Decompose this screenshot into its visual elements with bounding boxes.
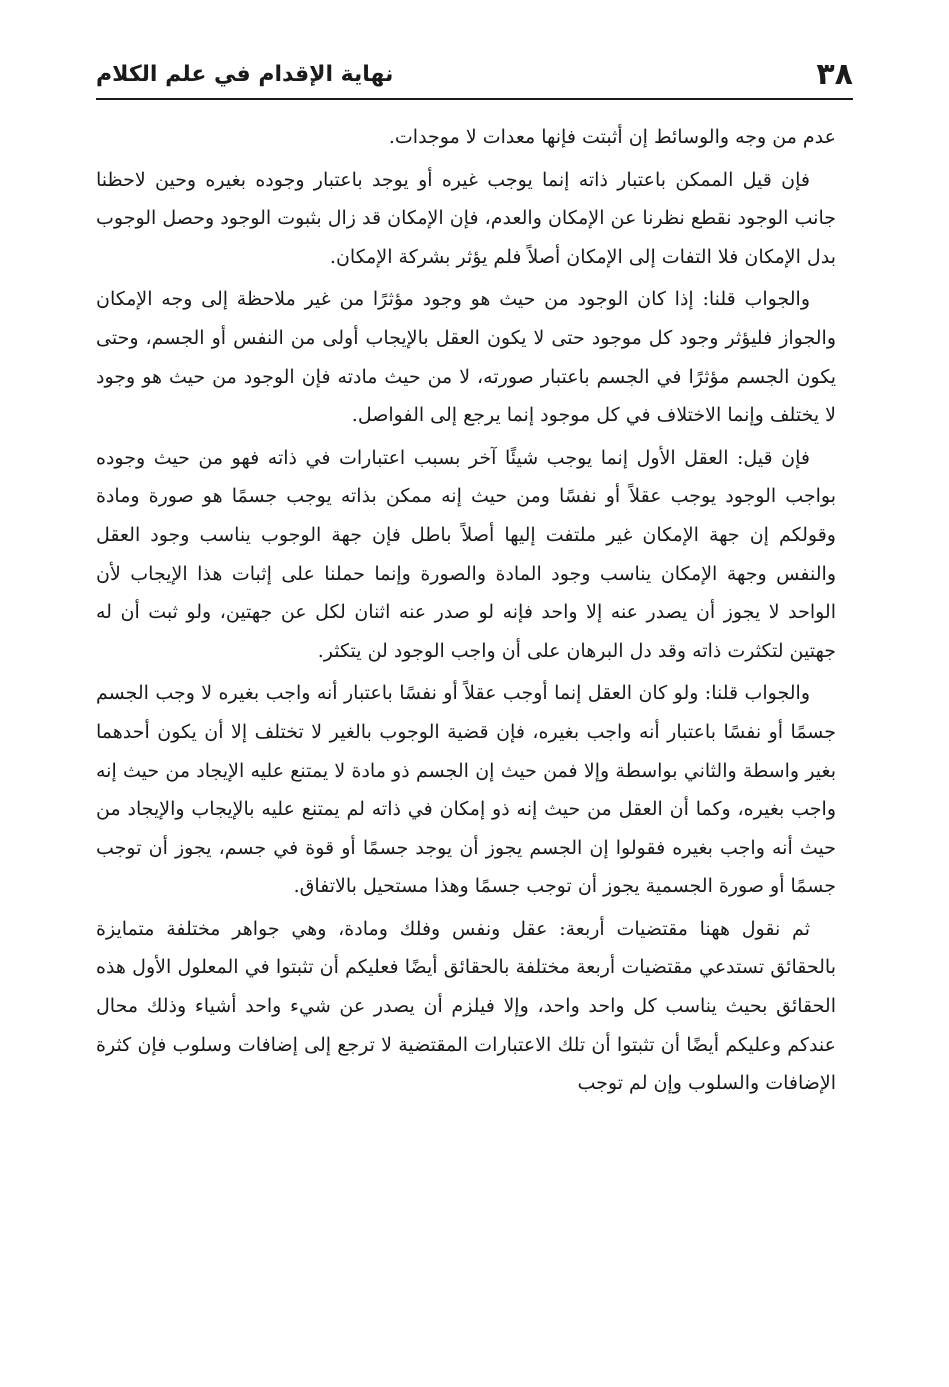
page-number: ٣٨ [816, 57, 853, 92]
paragraph: عدم من وجه والوسائط إن أثبتت فإنها معدات لا موجدات. [388, 126, 836, 148]
paragraph: ثم نقول ههنا مقتضيات أربعة: عقل ونفس وفلك ومادة، وهي جواهر مختلفة متمايزة بالحقائق تستدعي مقتضيات أربعة مختلفة بالحقائق أيضًا فعليكم أن تثبتوا في المعلول الأول هذه الحقائق بحيث يناسب كل واحد واحد، وإلا فيلزم أن يصدر عن شيء واحد أشياء وذلك محال عندكم وعليكم أيضًا أن تثبتوا أن تلك الاعتبارات المقتضية لا ترجع إلى إضافات وسلوب فإن كثرة الإضافات والسلوب وإن لم توجب [96, 917, 836, 1095]
page-header [96, 52, 853, 96]
paragraph: والجواب قلنا: ولو كان العقل إنما أوجب عقلاً أو نفسًا باعتبار أنه واجب بغيره لا وجب الجسم جسمًا أو نفسًا باعتبار أنه واجب بغيره، فإن قضية الوجوب بالغير لا تختلف إلا أن يكون أحدهما بغير واسطة والثاني بواسطة وإلا فمن حيث إن الجسم ذو مادة لا يمتنع عليه الإيجاد من حيث إنه واجب بغيره، وكما أن العقل من حيث إنه ذو إمكان في ذاته لم يمتنع عليه بالإيجاب والإيجاد من حيث أنه واجب بغيره فقولوا إن الجسم يجوز أن يوجد جسمًا أو قوة في جسم، يجوز أن توجب جسمًا أو صورة الجسمية يجوز أن توجب جسمًا وهذا مستحيل بالاتفاق. [96, 682, 836, 898]
running-title: نهاية الإقدام في علم الكلام [96, 62, 394, 87]
paragraph: والجواب قلنا: إذا كان الوجود من حيث هو وجود مؤثرًا من غير ملاحظة إلى وجه الإمكان والجواز فليؤثر وجود كل موجود حتى لا يكون العقل بالإيجاب أولى من النفس أو الجسم، وحتى يكون الجسم مؤثرًا في الجسم باعتبار صورته، لا من حيث مادته فإن الوجود من حيث هو وجود لا يختلف وإنما الاختلاف في كل موجود إنما يرجع إلى الفواصل. [96, 288, 836, 427]
paragraph: فإن قيل: العقل الأول إنما يوجب شيئًا آخر بسبب اعتبارات في ذاته فهو من حيث وجوده بواجب الوجود يوجب عقلاً أو نفسًا ومن حيث إنه ممكن بذاته يوجب جسمًا هو صورة ومادة وقولكم إن جهة الإمكان غير ملتفت إليها أصلاً باطل فإن جهة الوجوب يناسب وجود العقل والنفس وجهة الإمكان يناسب وجود المادة والصورة وإنما حملنا على إثبات هذا الإيجاب لأن الواحد لا يجوز أن يصدر عنه إلا واحد فإنه لو صدر عنه اثنان لكل عن جهتين، ولو ثبت أن له جهتين لتكثرت ذاته وقد دل البرهان على أن واجب الوجود لن يتكثر. [96, 446, 836, 662]
paragraph: فإن قيل الممكن باعتبار ذاته إنما يوجب غيره أو يوجد باعتبار وجوده بغيره وحين لاحظنا جانب الوجود نقطع نظرنا عن الإمكان والعدم، فإن الإمكان قد زال بثبوت الوجود وحصل الوجوب بدل الإمكان فلا التفات إلى الإمكان أصلاً فلم يؤثر بشركة الإمكان. [96, 168, 836, 268]
body-text [96, 118, 836, 1107]
header-rule [96, 98, 853, 100]
